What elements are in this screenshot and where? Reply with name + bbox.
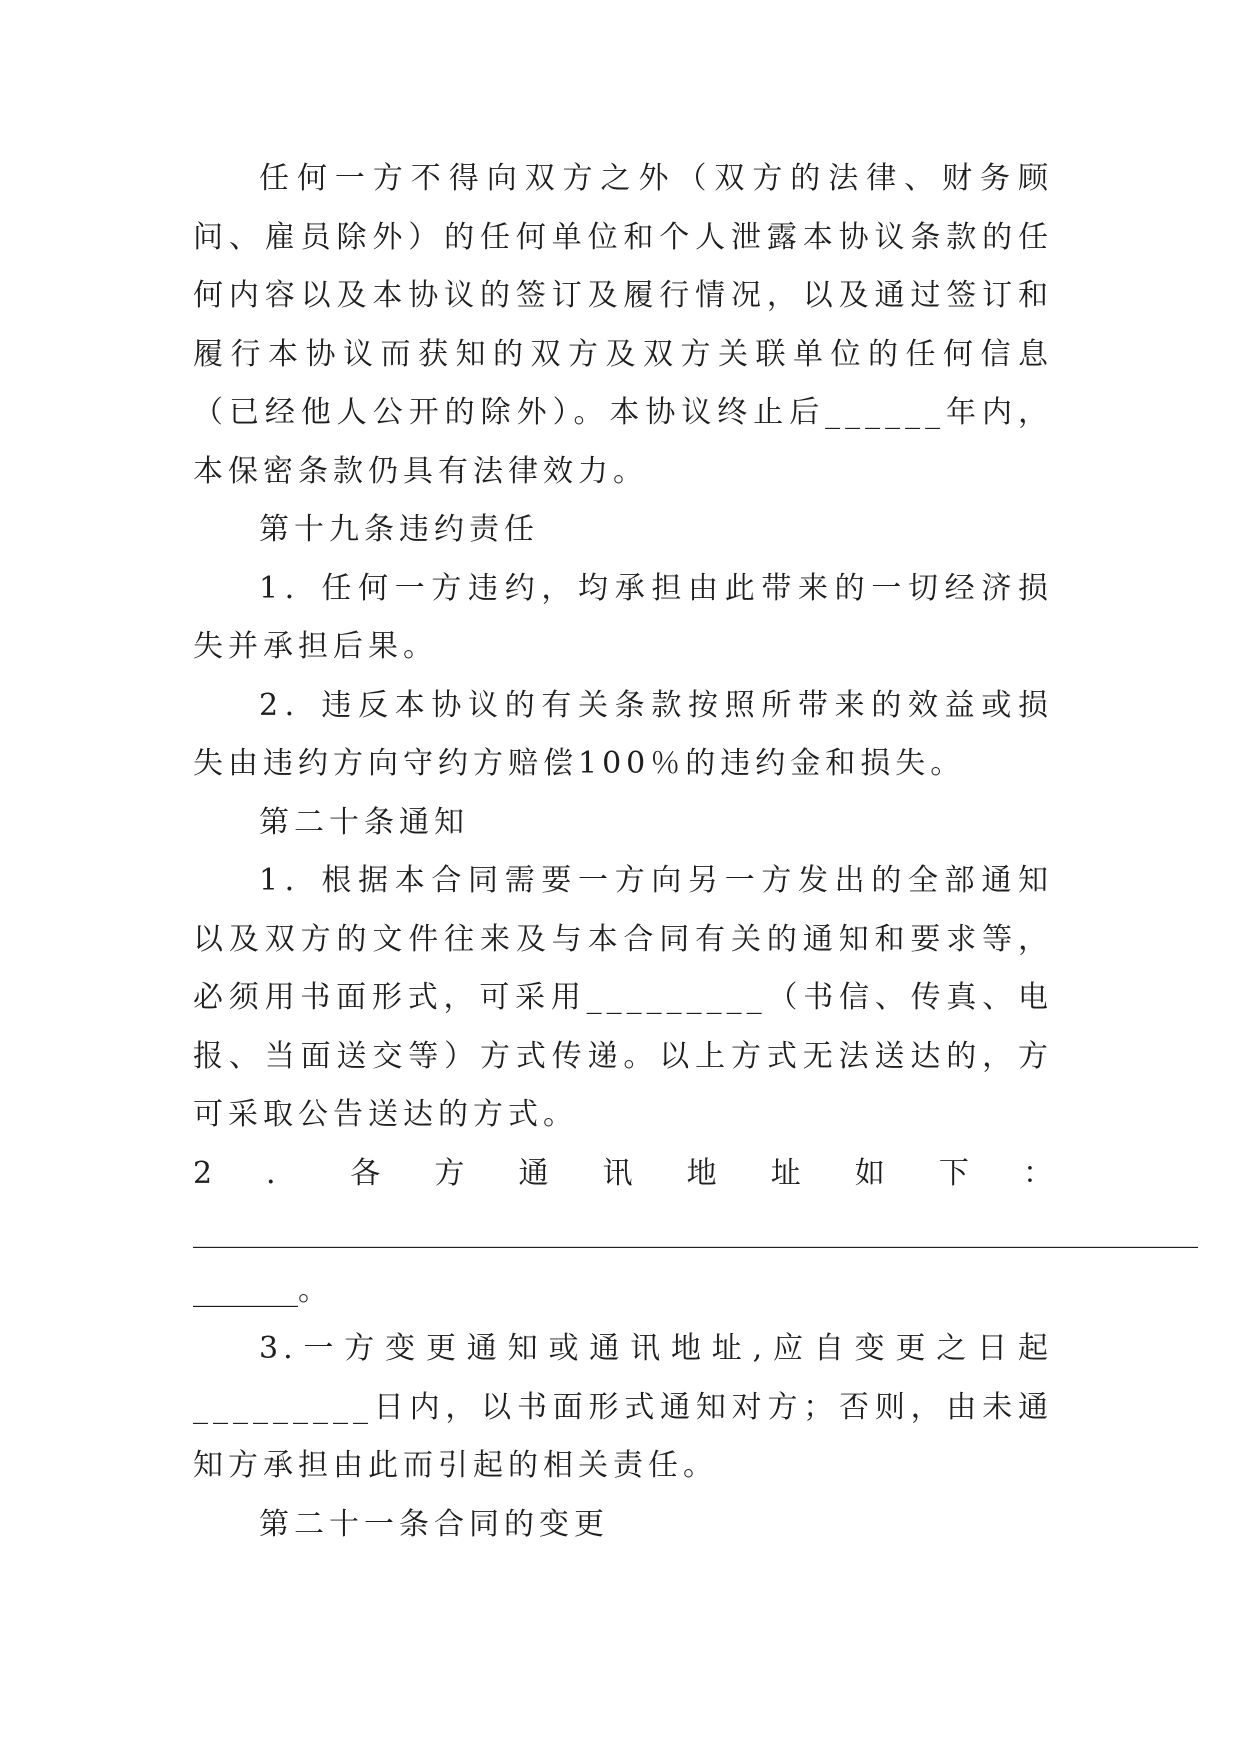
confidentiality-paragraph: 任何一方不得向双方之外（双方的法律、财务顾问、雇员除外）的任何单位和个人泄露本协议条款的任何内容以及本协议的签订及履行情况，以及通过签订和履行本协议而获知的双方及双方关联单位的任何信息（已经他人公开的除外）。本协议终止后______年内，本保密条款仍具有法律效力。	[193, 161, 1053, 489]
article-21-heading: 第二十一条合同的变更	[259, 1506, 609, 1542]
article-20-clause-1: 1．根据本合同需要一方向另一方发出的全部通知以及双方的文件往来及与本合同有关的通知和要求等，必须用书面形式，可采用_________（书信、传真、电报、当面送交等）方式传递。以上方式无法送达的，方可采取公告送达的方式。	[193, 863, 1053, 1132]
article-19-heading: 第十九条违约责任	[259, 512, 539, 547]
article-20-clause-3: 3.一方变更通知或通讯地址,应自变更之日起_________日内，以书面形式通知对方；否则，由未通知方承担由此而引起的相关责任。	[193, 1331, 1053, 1483]
address-blank-end: _______。	[193, 1272, 328, 1308]
address-blank-line: ___________________________________________________________________	[193, 1214, 1198, 1249]
article-20-clause-2: 2．各方通讯地址如下：	[193, 1155, 1053, 1191]
article-19-clause-1: 1．任何一方违约，均承担由此带来的一切经济损失并承担后果。	[193, 570, 1053, 664]
article-20-heading: 第二十条通知	[259, 804, 469, 840]
document-body	[193, 150, 1198, 1554]
article-19-clause-2: 2．违反本协议的有关条款按照所带来的效益或损失由违约方向守约方赔偿100％的违约金和损失。	[193, 687, 1053, 781]
